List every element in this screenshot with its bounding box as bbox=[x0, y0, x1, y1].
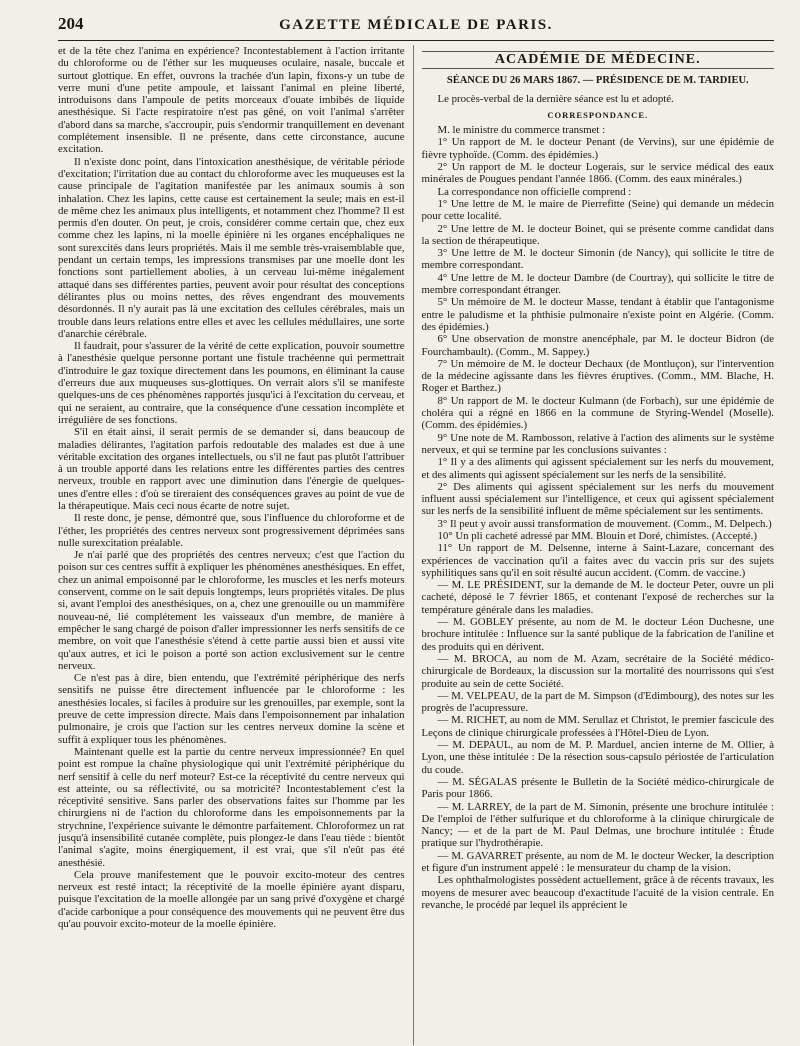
paragraph: — M. LE PRÉSIDENT, sur la demande de M. le docteur Peter, ouvre un pli cacheté, déposé le 7 février 1865, et contenant l'exposé de recherches sur la température générale dans les maladies. bbox=[421, 579, 774, 616]
columns bbox=[58, 45, 774, 1045]
paragraph: — M. GAVARRET présente, au nom de M. le docteur Wecker, la description et figure d'un instrument appelé : le mensurateur du champ de la vision. bbox=[421, 849, 774, 874]
right-column bbox=[413, 45, 774, 1045]
seance-line: SÉANCE DU 26 MARS 1867. — PRÉSIDENCE DE M. TARDIEU. bbox=[446, 75, 749, 87]
paragraph: 7° Un mémoire de M. le docteur Dechaux (de Montluçon), sur l'intervention de la médecine agissante dans les fièvres éruptives. (Comm., MM. Blache, H. Roger et Barthez.) bbox=[421, 357, 774, 395]
paragraph: 4° Une lettre de M. le docteur Dambre (de Courtray), qui sollicite le titre de membre correspondant étranger. bbox=[421, 271, 774, 297]
paragraph: La correspondance non officielle comprend : bbox=[437, 185, 632, 198]
paragraph: 1° Une lettre de M. le maire de Pierrefitte (Seine) qui demande un médecin pour cette localité. bbox=[421, 197, 774, 223]
paragraph: S'il en était ainsi, il serait permis de se demander si, dans beaucoup de maladies délirantes, l'agitation parfois redoutable des malades est due à une véritable excitation des organes intellectuels, ou s'il ne faut pas plutôt l'attribuer à un trouble apporté dans les relations entre les différentes parties des centres nerveux, trouble en rapport avec une diminution dans l'énergie de quelques-unes d'entre elles : d'où se tireraient des conséquences graves au point de vue de la thérapeutique. Mais ceci nous écarte de notre sujet. bbox=[58, 426, 405, 512]
paragraph: — M. SÉGALAS présente le Bulletin de la Société médico-chirurgicale de Paris pour 1866. bbox=[421, 775, 774, 801]
paragraph: Ce n'est pas à dire, bien entendu, que l'extrémité périphérique des nerfs sensitifs ne puisse être directement influencée par le chloroforme : les anesthésies locales, si faciles à produire sur les grenouilles, par exemple, sont la preuve de cette impression directe. Mais dans l'empoisonnement par inhalation pulmonaire, je crois que l'action sur les centres nerveux domine la scène et suffit à expliquer tous les phénomènes. bbox=[58, 672, 405, 746]
paragraph: M. le ministre du commerce transmet : bbox=[437, 124, 606, 137]
proces-verbal: Le procès-verbal de la dernière séance est lu et adopté. bbox=[437, 92, 674, 105]
paragraph: 1° Il y a des aliments qui agissent spécialement sur les nerfs du mouvement, et des aliments qui agissent spécialement sur les nerfs de la sensibilité. bbox=[421, 456, 774, 481]
paragraph: Maintenant quelle est la partie du centre nerveux impressionnée? En quel point est rompue la chaîne physiologique qui unit l'extrémité périphérique du nerf sensitif à celle du nerf moteur? Est-ce la réceptivité du centre nerveux qui est atteinte, ou sa réflectivité, ou sa motricité? Incontestablement c'est la réceptivité sensitive. Sans parler des observations faites sur l'homme par les chirurgiens ni de l'action du chloroforme dans les empoisonnements par la strychnine, l'expérience suivante le démontre parfaitement. Chloroformez un rat jusqu'à insensibilité cutanée complète, puis plongez-le dans l'eau tiède : bientôt l'animal s'agite, moins énergiquement, il est vrai, que s'il n'eût pas été anesthésié. bbox=[58, 745, 405, 869]
correspondance-heading: CORRESPONDANCE. bbox=[547, 109, 649, 120]
paragraph: — M. LARREY, de la part de M. Simonin, présente une brochure intitulée : De l'emploi de l'éther sulfurique et du chloroforme à la clinique chirurgicale de Nancy; — et de la part de M. Paul Delmas, une brochure intitulée : Étude pratique sur l'hydrothérapie. bbox=[421, 800, 774, 850]
paragraph: 3° Une lettre de M. le docteur Simonin (de Nancy), qui sollicite le titre de membre correspondant. bbox=[421, 247, 774, 272]
paragraph: 8° Un rapport de M. le docteur Kulmann (de Forbach), sur une épidémie de choléra qui a régné en 1866 en la commune de Styring-Wendel (Moselle). (Comm. des épidémies.) bbox=[421, 394, 774, 432]
paragraph: et de la tête chez l'anima en expérience? Incontestablement à l'action irritante du chloroforme ou de l'éther sur les muqueuses oculaire, nasale, buccale et surtout glottique. En effet, ouvrons la trachée d'un lapin, fixons-y un tube de verre muni d'une petite ampoule, et laissant l'animal en pleine liberté, introduisons dans l'ampoule de petits morceaux d'ouate imbibés de liquide anesthésique. Si l'acte respiratoire n'est pas gêné, on voit l'animal s'arrêter d'abord dans sa marche, s'accroupir, puis s'endormir tranquillement en devenant complétement insensible. Il ne présente, dans cette circonstance, aucune excitation. bbox=[58, 45, 405, 156]
paragraph: Je n'ai parlé que des propriétés des centres nerveux; c'est que l'action du poison sur ces centres suffit à expliquer les phénomènes anesthésiques. En effet, chez un animal empoisonné par le chloroforme, les muscles et les nerfs moteurs conservent, comme on le sait depuis longtemps, leurs propriétés vitales. De plus si, avant l'emploi des anesthésiques, on a, chez une grenouille ou un mammifère nouveau-né, lié complétement les vaisseaux d'un membre, de manière à empêcher le sang chargé de poison d'aller impressionner les nerfs sensitifs de ce membre, on voit que l'anesthésie s'étend à cette partie aussi bien et aussi vite qu'aux autres, et ici le poison a porté son action exclusivement sur le centre nerveux. bbox=[58, 549, 405, 672]
paragraph: — M. GOBLEY présente, au nom de M. le docteur Léon Duchesne, une brochure intitulée : Influence sur la santé publique de la fabrication de l'aniline et des produits qui en dérivent. bbox=[421, 616, 774, 653]
paragraph: 2° Une lettre de M. le docteur Boinet, qui se présente comme candidat dans la section de thérapeutique. bbox=[421, 222, 774, 247]
paragraph: 1° Un rapport de M. le docteur Penant (de Vervins), sur une épidémie de fièvre typhoïde. (Comm. des épidémies.) bbox=[421, 136, 774, 161]
left-column bbox=[58, 45, 413, 1045]
paragraph: Il n'existe donc point, dans l'intoxication anesthésique, de véritable période d'excitation; l'irritation due au contact du chloroforme avec les muqueuses est la cause principale de l'agitation manifestée par les animaux soumis à son inhalation. Chez les lapins, cette cause est certainement la seule; mais en est-il de même chez les animaux plus intelligents, et notamment chez l'homme? Il est permis d'en douter. On peut, je crois, considérer comme certain que, chez eux comme chez les lapins, ni la moelle épinière ni les organes encéphaliques ne sont surexcités dans leurs propriétés. Mais il me semble très-vraisemblable que, pendant un certain temps, les impressions transmises par une moelle dont les fonctions sont partiellement abolies, à un cerveau lui-même inégalement attaqué dans ses différentes parties, peuvent avoir pour résultat des conceptions délirantes plus ou moins nettes, des rêves engendrant des mouvements désordonnés. Il n'y aurait pas là une excitation des cellules cérébrales, mais un trouble dans leurs relations entre elles et avec les cellules médullaires, une sorte d'anarchie cérébrale. bbox=[58, 155, 405, 340]
paragraph: Les ophthalmologistes possèdent actuellement, grâce à de récents travaux, les moyens de mesurer avec beaucoup d'exactitude l'acuité de la vision centrale. En revanche, le procédé par lequel ils apprécient le bbox=[421, 874, 774, 911]
paragraph: — M. RICHET, au nom de MM. Serullaz et Christot, le premier fascicule des Leçons de clinique chirurgicale professées à l'Hôtel-Dieu de Lyon. bbox=[421, 714, 774, 739]
paragraph: 11° Un rapport de M. Delsenne, interne à Saint-Lazare, concernant des expériences de vaccination qu'il a faites avec du vaccin pris sur des sujets syphilitiques sans qu'il en soit résulté aucun accident. (Comm. de vaccine.) bbox=[421, 542, 774, 579]
paragraph: Il reste donc, je pense, démontré que, sous l'influence du chloroforme et de l'éther, les propriétés des centres nerveux sont progressivement déprimées sans nulle surexcitation préalable. bbox=[58, 512, 405, 549]
paragraph: Il faudrait, pour s'assurer de la vérité de cette explication, pouvoir soumettre à l'anesthésie quelque personne portant une fistule trachéenne qui permettrait d'introduire le gaz toxique directement dans les poumons, en éliminant la cause d'erreurs due aux muqueuses sus-glottiques. On verrait alors s'il se manifeste quelques-uns de ces phénomènes rapportés jusqu'ici à l'excitation du cerveau, et qui ne seraient, au contraire, que la conséquence d'une cessation incomplète et irrégulière de ses fonctions. bbox=[58, 340, 405, 426]
paragraph: — M. DEPAUL, au nom de M. P. Marduel, ancien interne de M. Ollier, à Lyon, une thèse intitulée : De la résection sous-capsulo périostée de l'articulation du coude. bbox=[421, 739, 774, 776]
page-number: 204 bbox=[58, 14, 84, 33]
paragraph: 10° Un pli cacheté adressé par MM. Blouin et Doré, chimistes. (Accepté.) bbox=[437, 529, 757, 542]
paragraph: 2° Des aliments qui agissent spécialement sur les nerfs du mouvement influent aussi spécialement sur l'intelligence, et ceux qui agissent spécialement sur les nerfs de la sensibilité influent de même spécialement sur les sentiments. bbox=[421, 480, 774, 518]
paragraph: 2° Un rapport de M. le docteur Logerais, sur le service médical des eaux minérales de Pougues pendant l'année 1866. (Comm. des eaux minérales.) bbox=[421, 161, 774, 186]
paragraph: 9° Une note de M. Rambosson, relative à l'action des aliments sur le système nerveux, et qui se termine par les conclusions suivantes : bbox=[421, 431, 774, 456]
paragraph: 5° Un mémoire de M. le docteur Masse, tendant à établir que l'antagonisme entre le paludisme et la phthisie pulmonaire n'existe point en Algérie. (Comm. des épidémies.) bbox=[421, 296, 774, 333]
section-title: ACADÉMIE DE MÉDECINE. bbox=[422, 51, 774, 69]
paragraph: 6° Une observation de monstre anencéphale, par M. le docteur Bidron (de Fourchambault). (Comm., M. Sappey.) bbox=[421, 333, 774, 358]
paragraph: Cela prouve manifestement que le pouvoir excito-moteur des centres nerveux est resté intact; la réceptivité de la moelle épinière ayant disparu, puisque l'excitation de la moelle allongée par un sang privé d'oxygène et chargé d'acide carbonique a pour conséquence des mouvements qui ne peuvent être dus qu'au pouvoir excito-moteur de la moelle épinière. bbox=[58, 868, 405, 931]
paragraph: — M. VELPEAU, de la part de M. Simpson (d'Edimbourg), des notes sur les progrès de l'acupressure. bbox=[421, 689, 774, 715]
journal-title: GAZETTE MÉDICALE DE PARIS. bbox=[279, 17, 553, 33]
paragraph: — M. BROCA, au nom de M. Azam, secrétaire de la Société médico-chirurgicale de Bordeaux, la discussion sur la mortalité des nourrissons qui s'est produite au sein de cette Société. bbox=[421, 652, 774, 690]
paragraph: 3° Il peut y avoir aussi transformation de mouvement. (Comm., M. Delpech.) bbox=[437, 517, 772, 530]
page-header bbox=[58, 14, 774, 41]
right-column-body bbox=[422, 124, 774, 911]
